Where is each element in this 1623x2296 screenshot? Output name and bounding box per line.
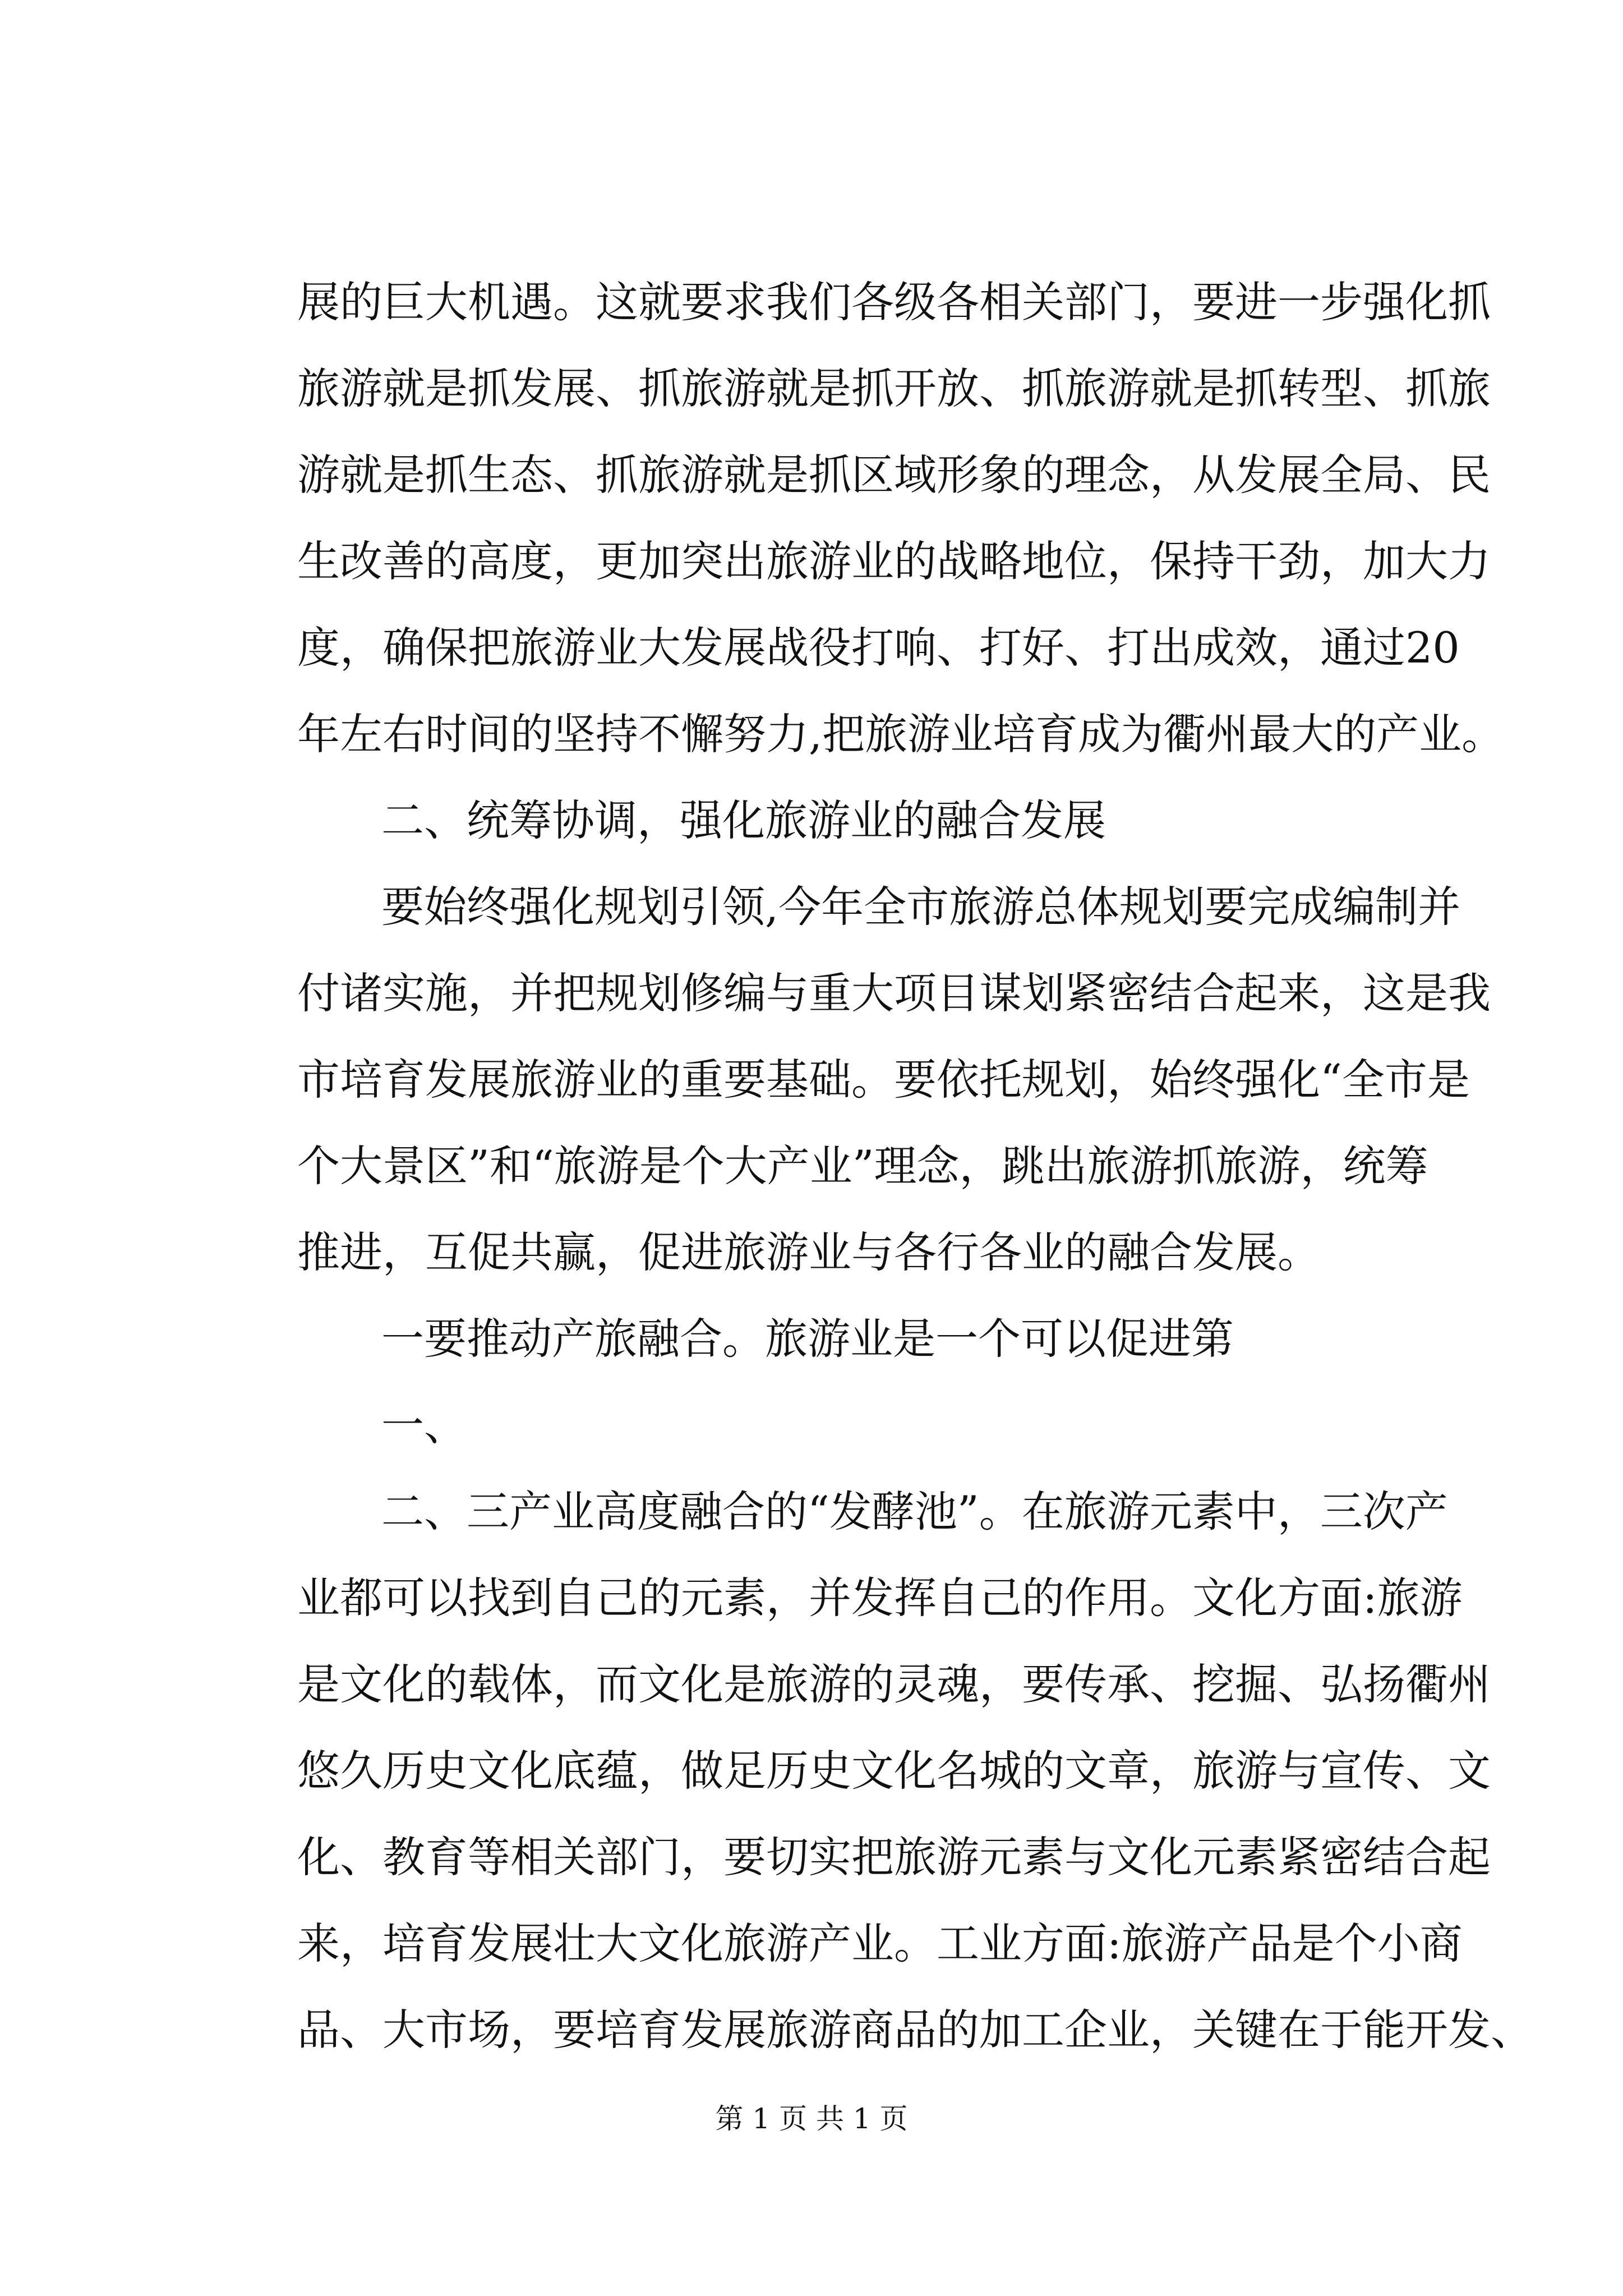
- section-heading: 二、统筹协调，强化旅游业的融合发展: [381, 795, 1106, 845]
- text-line: 一、: [381, 1400, 467, 1450]
- text-line: 市培育发展旅游业的重要基础。要依托规划，始终强化“全市是: [297, 1055, 1470, 1105]
- text-line: 是文化的载体，而文化是旅游的灵魂，要传承、挖掘、弘扬衢州: [297, 1659, 1491, 1709]
- text-line: 推进，互促共赢，促进旅游业与各行各业的融合发展。: [297, 1227, 1320, 1277]
- page-footer: [0, 2099, 1623, 2138]
- text-line: 要始终强化规划引领,今年全市旅游总体规划要完成编制并: [381, 882, 1461, 932]
- text-line: 业都可以找到自己的元素，并发挥自己的作用。文化方面:旅游: [297, 1573, 1463, 1623]
- page-number-label: 第 1 页 共 1 页: [715, 2102, 908, 2135]
- text-line: 旅游就是抓发展、抓旅游就是抓开放、抓旅游就是抓转型、抓旅: [297, 364, 1491, 413]
- document-body: [297, 259, 1533, 2073]
- text-line: 付诸实施，并把规划修编与重大项目谋划紧密结合起来，这是我: [297, 968, 1491, 1018]
- text-line: 化、教育等相关部门，要切实把旅游元素与文化元素紧密结合起: [297, 1832, 1491, 1882]
- text-line: 游就是抓生态、抓旅游就是抓区域形象的理念，从发展全局、民: [297, 450, 1491, 500]
- text-line: 度，确保把旅游业大发展战役打响、打好、打出成效，通过20: [297, 623, 1460, 673]
- text-line: 来，培育发展壮大文化旅游产业。工业方面:旅游产品是个小商: [297, 1918, 1463, 1968]
- text-line: 个大景区”和“旅游是个大产业”理念，跳出旅游抓旅游，统筹: [297, 1141, 1428, 1191]
- text-line: 生改善的高度，更加突出旅游业的战略地位，保持干劲，加大力: [297, 536, 1491, 586]
- text-line: 品、大市场，要培育发展旅游商品的加工企业，关键在于能开发、: [297, 2005, 1533, 2055]
- text-line: 悠久历史文化底蕴，做足历史文化名城的文章，旅游与宣传、文: [297, 1746, 1491, 1796]
- text-line: 年左右时间的坚持不懈努力,把旅游业培育成为衢州最大的产业。: [297, 709, 1505, 759]
- text-line: 展的巨大机遇。这就要求我们各级各相关部门，要进一步强化抓: [297, 277, 1491, 327]
- text-line: 一要推动产旅融合。旅游业是一个可以促进第: [381, 1314, 1234, 1364]
- text-line: 二、三产业高度融合的“发酵池”。在旅游元素中，三次产: [381, 1487, 1448, 1536]
